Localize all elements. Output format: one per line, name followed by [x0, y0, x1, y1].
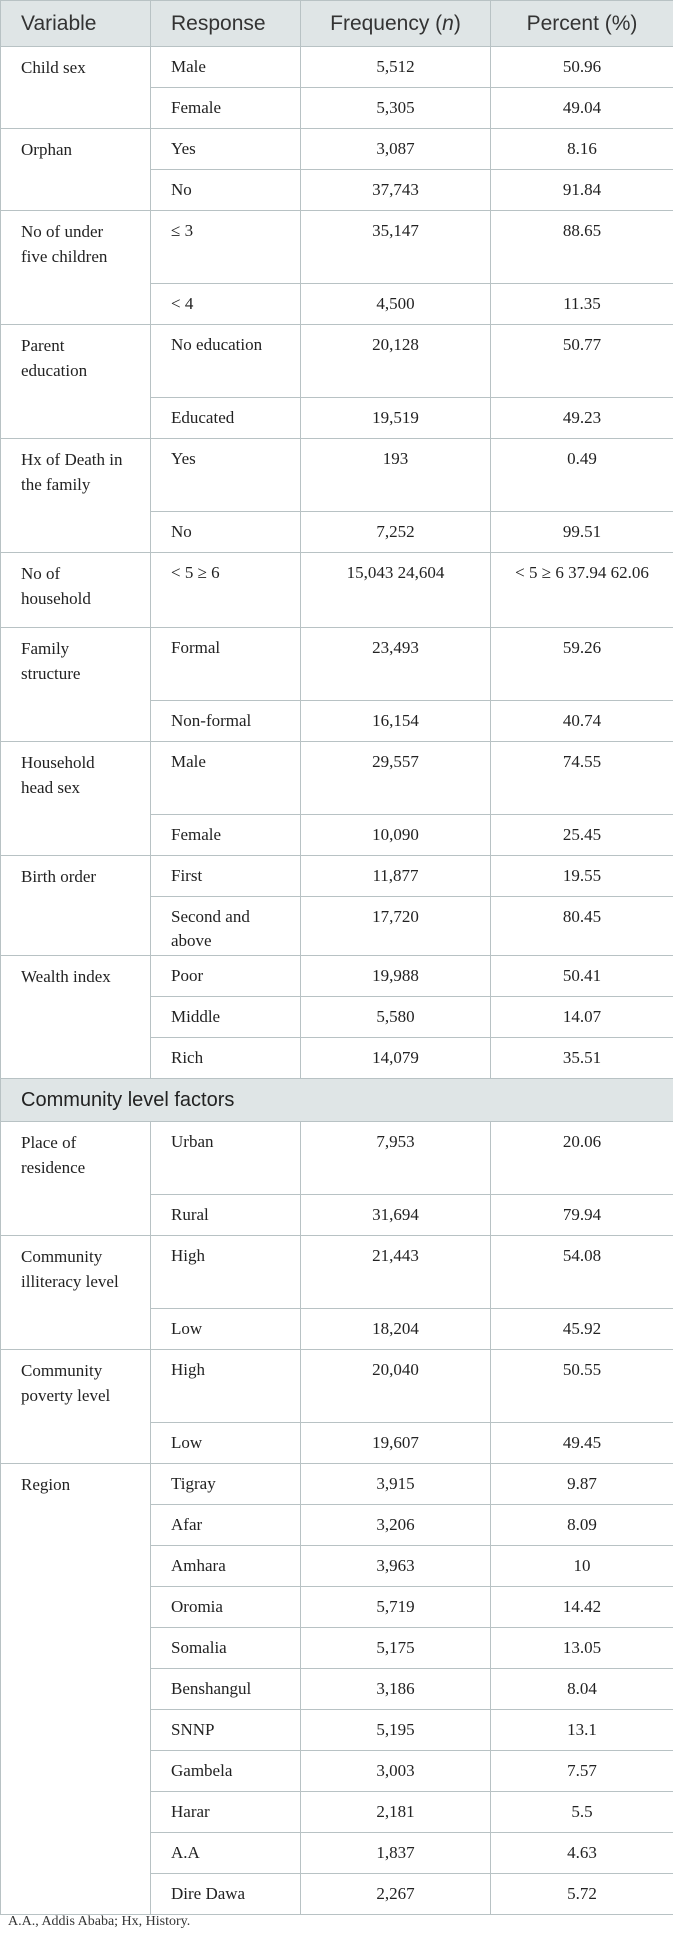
percent-cell: 49.04: [491, 88, 673, 129]
frequency-cell: 1,837: [301, 1833, 491, 1874]
frequency-cell: 18,204: [301, 1309, 491, 1350]
response-cell: < 4: [151, 284, 301, 325]
frequency-cell: 3,963: [301, 1546, 491, 1587]
table-row: [1, 1122, 673, 1195]
variable-cell: Community poverty level: [1, 1350, 151, 1464]
percent-cell: 11.35: [491, 284, 673, 325]
table-row: [1, 129, 673, 170]
frequency-cell: 5,305: [301, 88, 491, 129]
percent-cell: 4.63: [491, 1833, 673, 1874]
response-cell: Harar: [151, 1792, 301, 1833]
percent-cell: 88.65: [491, 211, 673, 284]
response-cell: A.A: [151, 1833, 301, 1874]
frequency-cell: 31,694: [301, 1195, 491, 1236]
frequency-cell: 2,267: [301, 1874, 491, 1915]
response-cell: No: [151, 170, 301, 211]
variable-cell: Hx of Death in the family: [1, 439, 151, 553]
percent-cell: 40.74: [491, 701, 673, 742]
variable-cell: No of household: [1, 553, 151, 628]
variable-cell: Parent education: [1, 325, 151, 439]
frequency-cell: 193: [301, 439, 491, 512]
frequency-cell: 5,512: [301, 47, 491, 88]
response-cell: Gambela: [151, 1751, 301, 1792]
percent-cell: 9.87: [491, 1464, 673, 1505]
percent-cell: 20.06: [491, 1122, 673, 1195]
frequency-cell: 2,181: [301, 1792, 491, 1833]
frequency-cell: 23,493: [301, 628, 491, 701]
percent-cell: 50.55: [491, 1350, 673, 1423]
frequency-cell: 5,175: [301, 1628, 491, 1669]
frequency-cell: 10,090: [301, 815, 491, 856]
percent-cell: 54.08: [491, 1236, 673, 1309]
response-cell: ≤ 3: [151, 211, 301, 284]
frequency-cell: 19,519: [301, 398, 491, 439]
variable-cell: Household head sex: [1, 742, 151, 856]
response-cell: Male: [151, 47, 301, 88]
header-percent: Percent (%): [491, 1, 673, 47]
table-row: [1, 47, 673, 88]
percent-cell: 80.45: [491, 897, 673, 956]
frequency-cell: 7,252: [301, 512, 491, 553]
response-cell: Low: [151, 1423, 301, 1464]
table-row: [1, 211, 673, 284]
percent-cell: 45.92: [491, 1309, 673, 1350]
frequency-cell: 3,186: [301, 1669, 491, 1710]
table-row: [1, 1464, 673, 1505]
frequency-cell: 37,743: [301, 170, 491, 211]
response-cell: Educated: [151, 398, 301, 439]
variable-cell: Birth order: [1, 856, 151, 956]
frequency-cell: 19,607: [301, 1423, 491, 1464]
frequency-cell: 21,443: [301, 1236, 491, 1309]
frequency-cell: 3,915: [301, 1464, 491, 1505]
header-frequency: Frequency (n): [301, 1, 491, 47]
table-row: [1, 553, 673, 628]
percent-cell: 13.1: [491, 1710, 673, 1751]
percent-cell: 8.09: [491, 1505, 673, 1546]
frequency-cell: 15,043 24,604: [301, 553, 491, 628]
percent-cell: 50.96: [491, 47, 673, 88]
response-cell: Middle: [151, 997, 301, 1038]
frequency-cell: 29,557: [301, 742, 491, 815]
response-cell: Oromia: [151, 1587, 301, 1628]
response-cell: High: [151, 1236, 301, 1309]
response-cell: Formal: [151, 628, 301, 701]
percent-cell: 49.23: [491, 398, 673, 439]
table-row: [1, 628, 673, 701]
response-cell: Second and above: [151, 897, 301, 956]
percent-cell: 14.07: [491, 997, 673, 1038]
frequency-cell: 3,087: [301, 129, 491, 170]
variable-cell: Community illiteracy level: [1, 1236, 151, 1350]
percent-cell: 25.45: [491, 815, 673, 856]
table-row: [1, 1350, 673, 1423]
frequency-cell: 5,580: [301, 997, 491, 1038]
response-cell: Female: [151, 815, 301, 856]
response-cell: Urban: [151, 1122, 301, 1195]
percent-cell: 49.45: [491, 1423, 673, 1464]
variable-cell: Orphan: [1, 129, 151, 211]
percent-cell: 59.26: [491, 628, 673, 701]
frequency-cell: 16,154: [301, 701, 491, 742]
frequency-cell: 4,500: [301, 284, 491, 325]
percent-cell: 10: [491, 1546, 673, 1587]
header-row: [1, 1, 673, 47]
frequency-cell: 7,953: [301, 1122, 491, 1195]
response-cell: Rural: [151, 1195, 301, 1236]
section-title: Community level factors: [1, 1079, 673, 1122]
frequency-cell: 11,877: [301, 856, 491, 897]
response-cell: Dire Dawa: [151, 1874, 301, 1915]
table-row: [1, 956, 673, 997]
percent-cell: 5.72: [491, 1874, 673, 1915]
frequency-cell: 35,147: [301, 211, 491, 284]
variable-cell: Place of residence: [1, 1122, 151, 1236]
frequency-cell: 14,079: [301, 1038, 491, 1079]
percent-cell: 19.55: [491, 856, 673, 897]
response-cell: Rich: [151, 1038, 301, 1079]
frequency-cell: 5,195: [301, 1710, 491, 1751]
percent-cell: 8.16: [491, 129, 673, 170]
header-variable: Variable: [1, 1, 151, 47]
variable-cell: Family structure: [1, 628, 151, 742]
percent-cell: 74.55: [491, 742, 673, 815]
percent-cell: 8.04: [491, 1669, 673, 1710]
frequency-cell: 17,720: [301, 897, 491, 956]
percent-cell: 5.5: [491, 1792, 673, 1833]
response-cell: < 5 ≥ 6: [151, 553, 301, 628]
response-cell: Female: [151, 88, 301, 129]
response-cell: Male: [151, 742, 301, 815]
response-cell: Amhara: [151, 1546, 301, 1587]
variable-cell: Region: [1, 1464, 151, 1915]
percent-cell: 79.94: [491, 1195, 673, 1236]
table-row: [1, 742, 673, 815]
response-cell: Non-formal: [151, 701, 301, 742]
percent-cell: 35.51: [491, 1038, 673, 1079]
frequency-cell: 19,988: [301, 956, 491, 997]
table-footnote: A.A., Addis Ababa; Hx, History.: [8, 1914, 191, 1929]
response-cell: No: [151, 512, 301, 553]
frequency-cell: 20,040: [301, 1350, 491, 1423]
response-cell: Low: [151, 1309, 301, 1350]
percent-cell: 14.42: [491, 1587, 673, 1628]
header-response: Response: [151, 1, 301, 47]
percent-cell: < 5 ≥ 6 37.94 62.06: [491, 553, 673, 628]
frequency-cell: 3,003: [301, 1751, 491, 1792]
response-cell: No education: [151, 325, 301, 398]
table-row: [1, 1236, 673, 1309]
response-cell: High: [151, 1350, 301, 1423]
response-cell: SNNP: [151, 1710, 301, 1751]
percent-cell: 50.77: [491, 325, 673, 398]
response-cell: Yes: [151, 129, 301, 170]
response-cell: Tigray: [151, 1464, 301, 1505]
response-cell: Benshangul: [151, 1669, 301, 1710]
percent-cell: 50.41: [491, 956, 673, 997]
response-cell: Poor: [151, 956, 301, 997]
response-cell: Somalia: [151, 1628, 301, 1669]
table-row: [1, 856, 673, 897]
table-row: [1, 325, 673, 398]
response-cell: Afar: [151, 1505, 301, 1546]
variable-cell: Child sex: [1, 47, 151, 129]
response-cell: Yes: [151, 439, 301, 512]
percent-cell: 99.51: [491, 512, 673, 553]
frequency-cell: 5,719: [301, 1587, 491, 1628]
percent-cell: 0.49: [491, 439, 673, 512]
percent-cell: 7.57: [491, 1751, 673, 1792]
table-row: [1, 439, 673, 512]
variable-cell: No of under five children: [1, 211, 151, 325]
response-cell: First: [151, 856, 301, 897]
percent-cell: 91.84: [491, 170, 673, 211]
variable-cell: Wealth index: [1, 956, 151, 1079]
frequency-cell: 20,128: [301, 325, 491, 398]
percent-cell: 13.05: [491, 1628, 673, 1669]
frequency-cell: 3,206: [301, 1505, 491, 1546]
section-row: [1, 1079, 673, 1122]
